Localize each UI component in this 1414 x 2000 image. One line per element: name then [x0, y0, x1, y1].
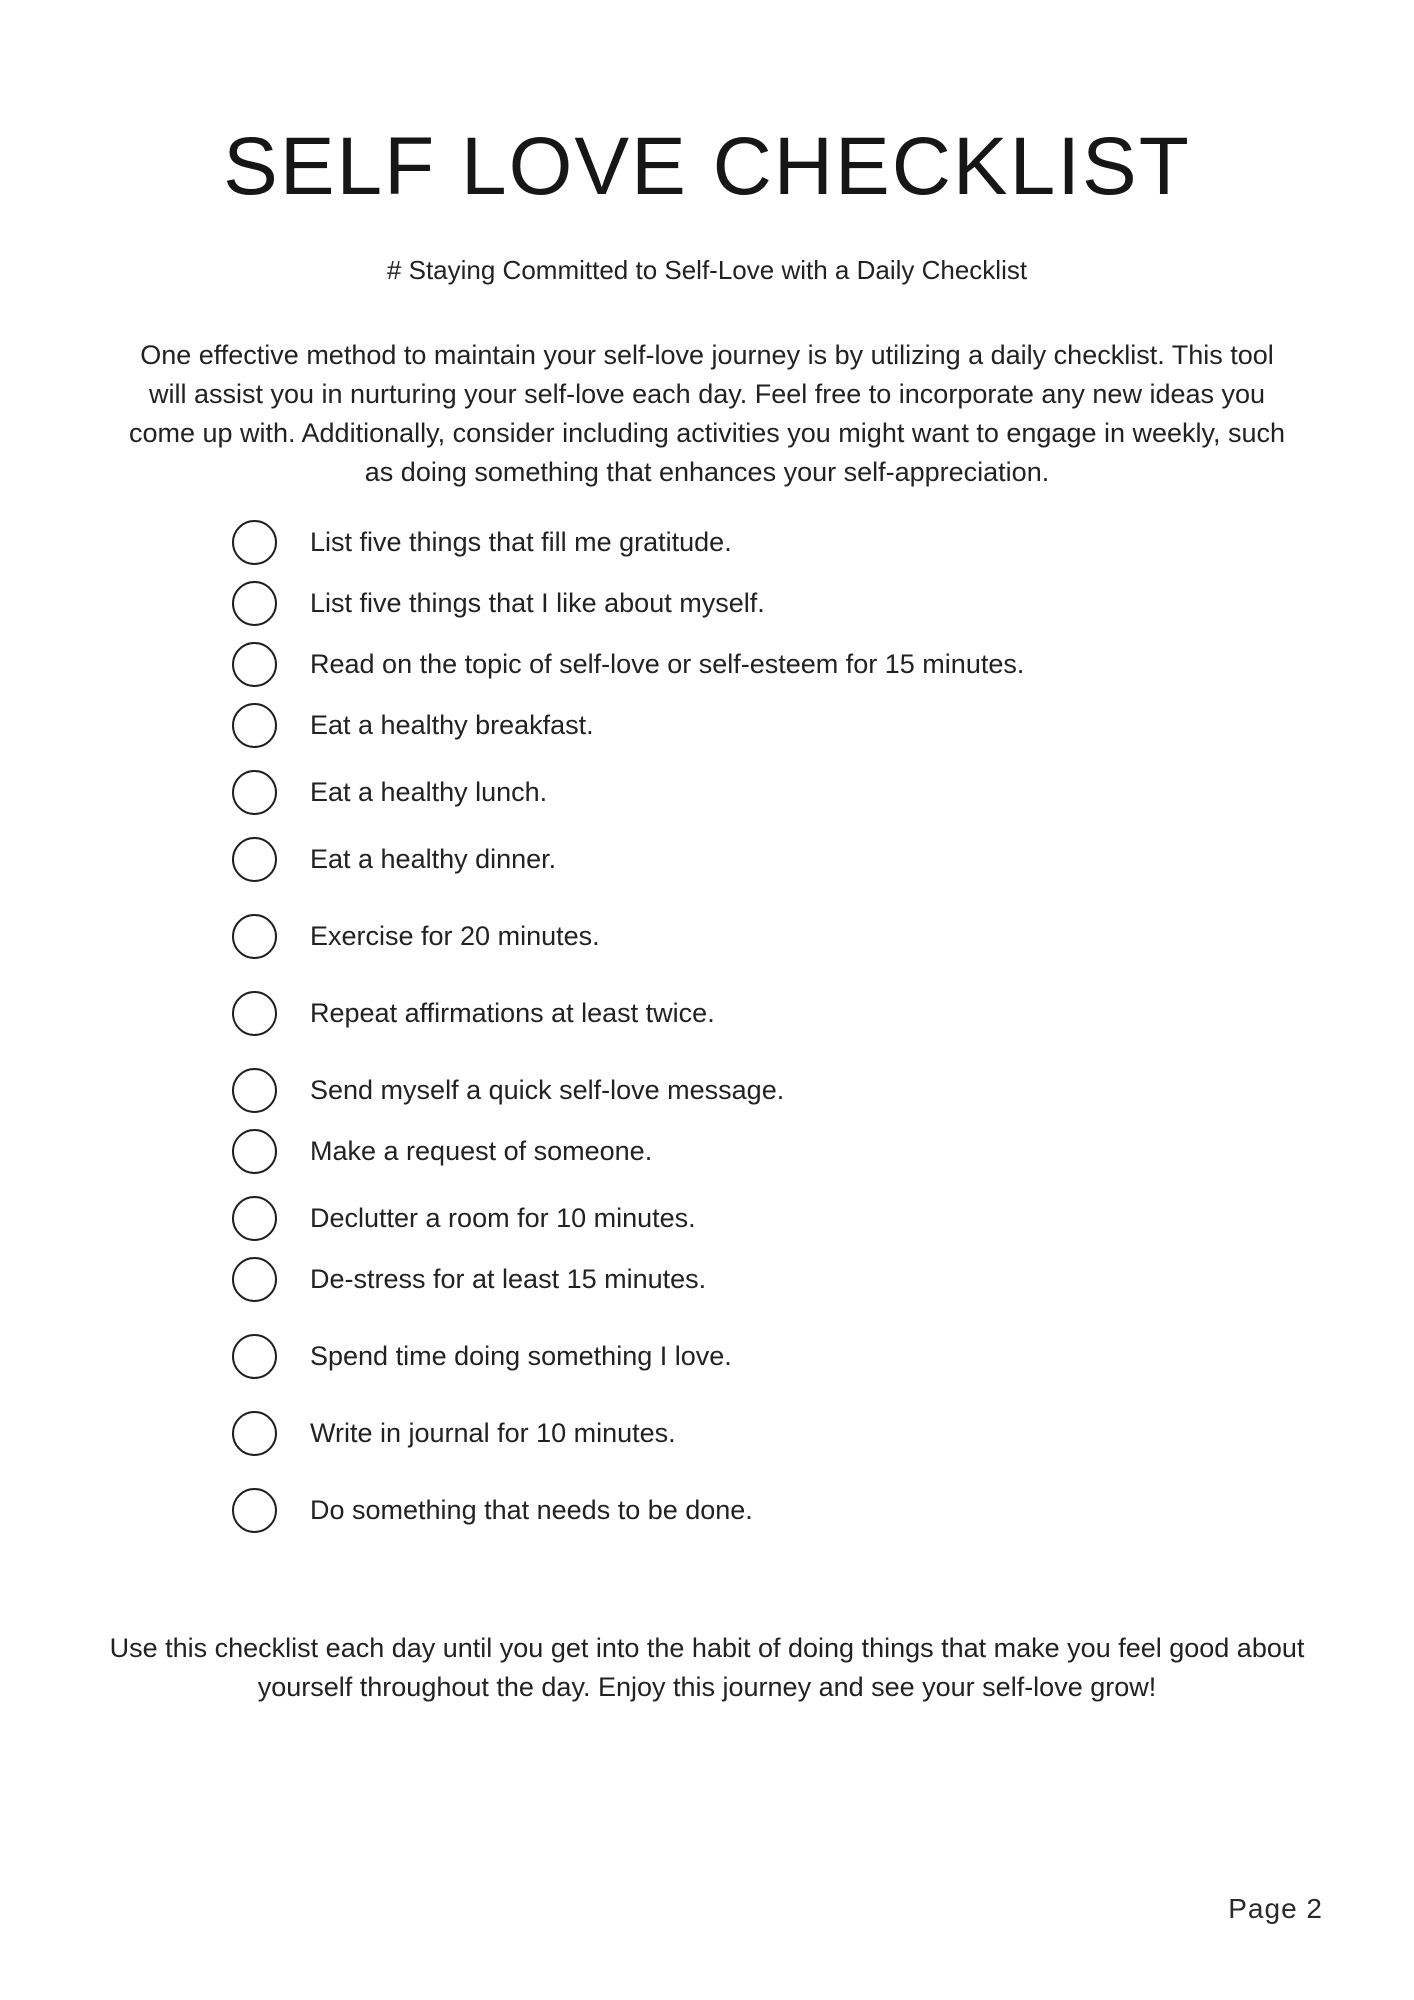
- checklist-item: [232, 914, 1414, 959]
- checklist-item-label: Repeat affirmations at least twice.: [310, 997, 715, 1028]
- checklist-item-label: Send myself a quick self-love message.: [310, 1074, 785, 1105]
- checkbox-circle[interactable]: [232, 581, 277, 626]
- checkbox-circle[interactable]: [232, 1196, 277, 1241]
- checklist-item-label: Declutter a room for 10 minutes.: [310, 1202, 696, 1233]
- checklist-item: [232, 1129, 1414, 1174]
- subtitle: # Staying Committed to Self-Love with a Daily Checklist: [386, 255, 1028, 285]
- checklist-item: [232, 1411, 1414, 1456]
- checklist-item-label: List five things that fill me gratitude.: [310, 526, 732, 557]
- checklist-item-label: Eat a healthy breakfast.: [310, 709, 594, 740]
- checkbox-circle[interactable]: [232, 1129, 277, 1174]
- checklist-item: [232, 770, 1414, 815]
- checkbox-circle[interactable]: [232, 1334, 277, 1379]
- intro-paragraph: One effective method to maintain your self-love journey is by utilizing a daily checklist. This tool will assist you in nurturing your self-love each day. Feel free to incorporate any new ideas you come up with. Additionally, consider including activities you might want to engage in weekly, such as doing something that enhances your self-appreciation.: [128, 339, 1286, 487]
- page-title: SELF LOVE CHECKLIST: [223, 121, 1191, 212]
- checkbox-circle[interactable]: [232, 914, 277, 959]
- checkbox-circle[interactable]: [232, 991, 277, 1036]
- checklist-item: [232, 581, 1414, 626]
- checklist-item-label: De-stress for at least 15 minutes.: [310, 1263, 707, 1294]
- checklist: [232, 520, 1414, 1533]
- checklist-item: [232, 1334, 1414, 1379]
- checklist-item-label: Eat a healthy lunch.: [310, 776, 548, 807]
- page-number: Page 2: [1228, 1893, 1323, 1924]
- checkbox-circle[interactable]: [232, 837, 277, 882]
- checklist-item-label: Write in journal for 10 minutes.: [310, 1417, 676, 1448]
- checkbox-circle[interactable]: [232, 520, 277, 565]
- checkbox-circle[interactable]: [232, 642, 277, 687]
- checklist-item-label: Eat a healthy dinner.: [310, 843, 557, 874]
- checklist-item-label: List five things that I like about myself.: [310, 587, 765, 618]
- checklist-item-label: Spend time doing something I love.: [310, 1340, 732, 1371]
- checkbox-circle[interactable]: [232, 1068, 277, 1113]
- checkbox-circle[interactable]: [232, 703, 277, 748]
- checklist-item: [232, 1196, 1414, 1241]
- checklist-item-label: Read on the topic of self-love or self-esteem for 15 minutes.: [310, 648, 1025, 679]
- checklist-item-label: Do something that needs to be done.: [310, 1494, 753, 1525]
- checklist-item: [232, 703, 1414, 748]
- checklist-item: [232, 991, 1414, 1036]
- checklist-item-label: Make a request of someone.: [310, 1135, 653, 1166]
- checkbox-circle[interactable]: [232, 770, 277, 815]
- checklist-item: [232, 1488, 1414, 1533]
- checkbox-circle[interactable]: [232, 1488, 277, 1533]
- checklist-item-label: Exercise for 20 minutes.: [310, 920, 600, 951]
- outro-paragraph: Use this checklist each day until you get into the habit of doing things that make you feel good about yourself throughout the day. Enjoy this journey and see your self-love grow!: [109, 1632, 1305, 1702]
- checklist-item: [232, 1257, 1414, 1302]
- checklist-item: [232, 837, 1414, 882]
- checkbox-circle[interactable]: [232, 1257, 277, 1302]
- checklist-item: [232, 1068, 1414, 1113]
- checklist-item: [232, 642, 1414, 687]
- checkbox-circle[interactable]: [232, 1411, 277, 1456]
- checklist-item: [232, 520, 1414, 565]
